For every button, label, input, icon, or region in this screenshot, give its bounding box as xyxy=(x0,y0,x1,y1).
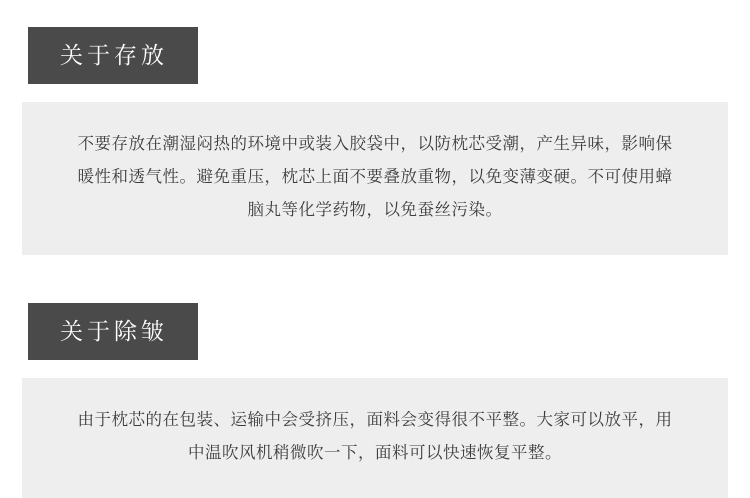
section-storage-header-row xyxy=(0,27,750,84)
section-dewrinkle-header-row xyxy=(0,303,750,360)
section-storage-body: 不要存放在潮湿闷热的环境中或装入胶袋中，以防枕芯受潮，产生异味，影响保暖性和透气性。避免重压，枕芯上面不要叠放重物，以免变薄变硬。不可使用蟑脑丸等化学药物，以免蚕丝污染。 xyxy=(22,102,728,255)
section-dewrinkle-heading: 关于除皱 xyxy=(28,303,198,360)
section-storage xyxy=(0,27,750,255)
top-spacer xyxy=(0,0,750,27)
section-storage-heading: 关于存放 xyxy=(28,27,198,84)
section-spacer xyxy=(0,255,750,303)
section-dewrinkle-header-spacer xyxy=(0,360,750,378)
section-storage-header-spacer xyxy=(0,84,750,102)
section-dewrinkle xyxy=(0,303,750,498)
section-dewrinkle-body: 由于枕芯的在包装、运输中会受挤压，面料会变得很不平整。大家可以放平，用中温吹风机稍微吹一下，面料可以快速恢复平整。 xyxy=(22,378,728,498)
section-storage-body-wrap xyxy=(0,102,750,255)
section-dewrinkle-body-wrap xyxy=(0,378,750,498)
